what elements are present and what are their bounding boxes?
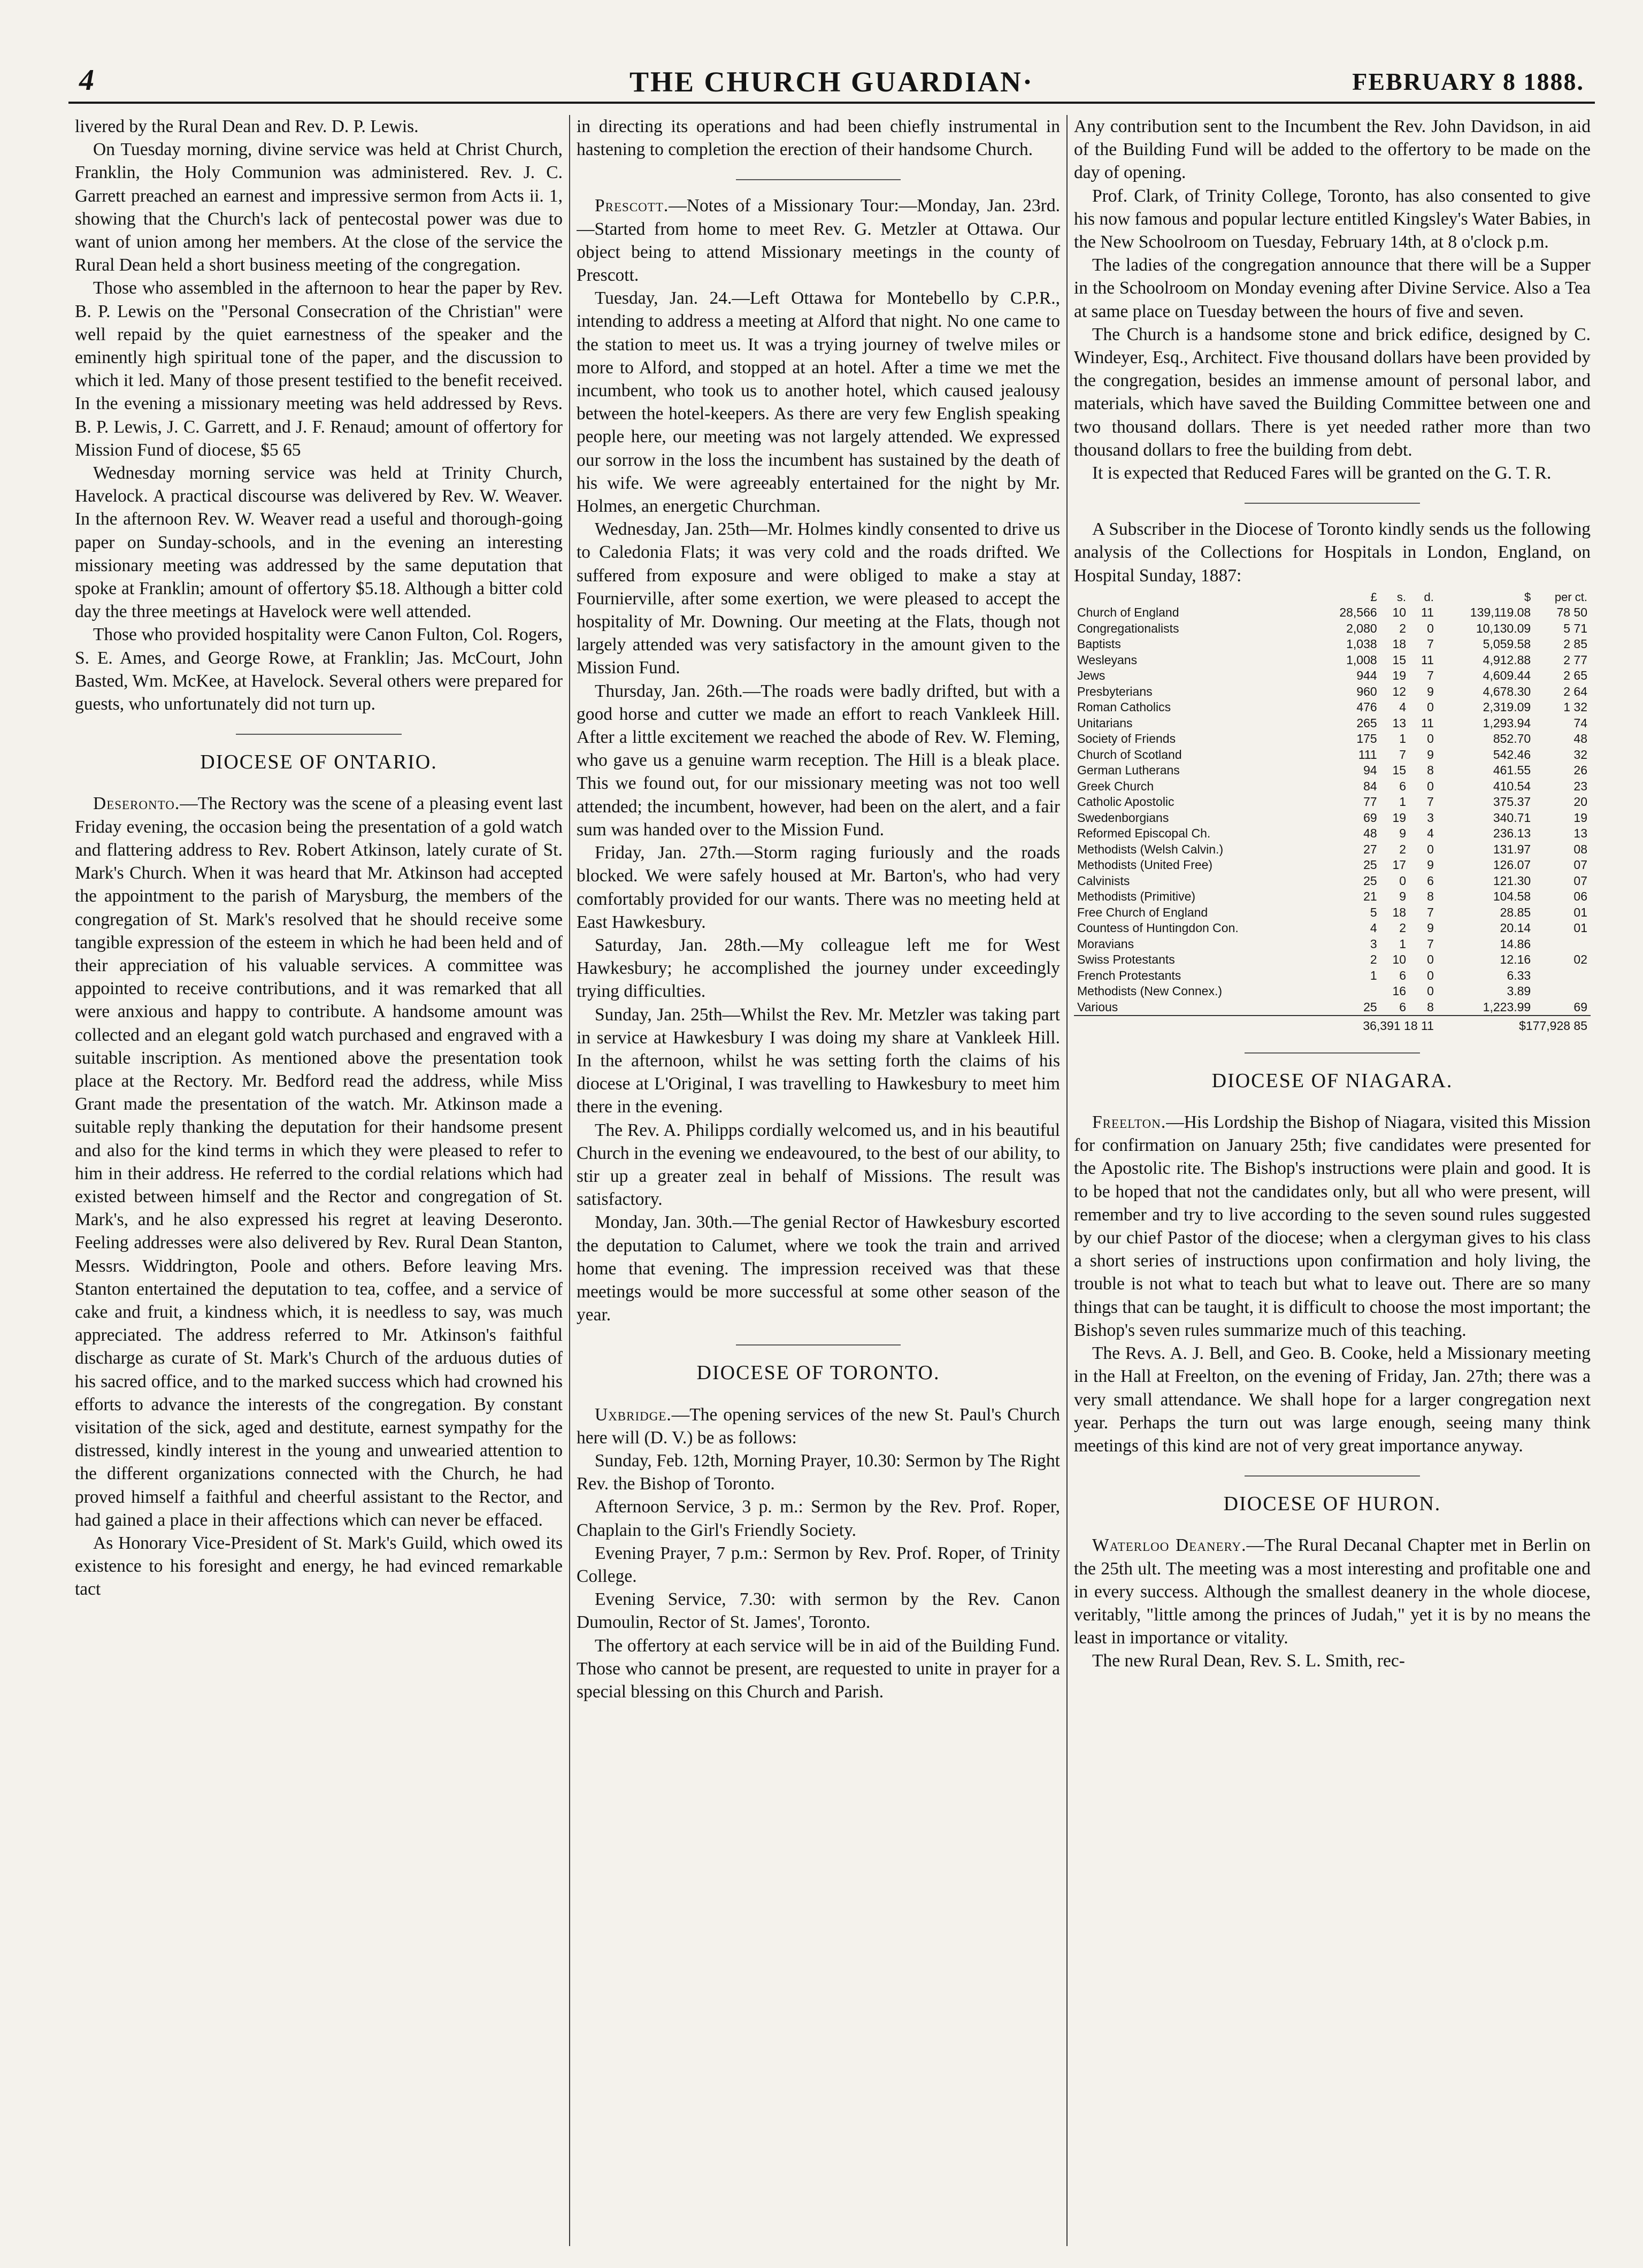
table-cell: 9 <box>1427 858 1434 872</box>
denomination-cell: Countess of Huntingdon Con. <box>1077 921 1239 935</box>
table-cell: 10,130.09 <box>1476 621 1531 635</box>
table-cell: 1,223.99 <box>1483 1000 1531 1014</box>
paragraph-text: —Notes of a Missionary Tour:—Monday, Jan. 23rd.—Started from home to meet Rev. G. Metzler at Ottawa. Our object being to attend Missionary meetings in the county of Prescott. <box>577 196 1060 286</box>
table-cell: 84 <box>1363 779 1377 793</box>
table-cell: 111 <box>1358 747 1377 762</box>
table-cell: 2 <box>1370 952 1377 967</box>
table-row <box>1074 810 1591 826</box>
table-cell: 2 77 <box>1563 652 1587 667</box>
section-separator <box>1245 503 1420 504</box>
table-row <box>1074 905 1591 921</box>
article-paragraph: Those who assembled in the afternoon to hear the paper by Rev. B. P. Lewis on the "Personal Consecration of the Christian" were well repaid by the quiet earnestness of the speaker and the eminently high spiritual tone of the paper, and the discussion to which it led. Many of those present testified to the benefit received. In the evening a missionary meeting was held addressed by Revs. B. P. Lewis, J. C. Garrett, and J. F. Renaud; amount of offertory for Mission Fund of diocese, $5 65 <box>75 278 563 460</box>
column-3 <box>1074 115 1591 2246</box>
column-rule <box>569 115 570 2246</box>
table-row <box>1074 716 1591 732</box>
denomination-cell: Baptists <box>1077 637 1121 651</box>
article-paragraph: Afternoon Service, 3 p. m.: Sermon by the Rev. Prof. Roper, Chaplain to the Girl's Friendly Society. <box>577 1497 1060 1540</box>
table-cell: 139,119.08 <box>1470 605 1531 620</box>
article-paragraph: The new Rural Dean, Rev. S. L. Smith, rec- <box>1092 1651 1405 1671</box>
table-cell: 10 <box>1392 605 1407 620</box>
dateline: Prescott. <box>595 196 669 216</box>
table-row <box>1074 983 1591 1000</box>
article-paragraph: The Revs. A. J. Bell, and Geo. B. Cooke, held a Missionary meeting in the Hall at Freelton, on the evening of Friday, Jan. 27th; there was a very small attendance. We shall hope for a larger congregation next year. Perhaps the turn out was large enough, seeing many think meetings of this kind are not of very great importance anyway. <box>1074 1343 1591 1456</box>
table-cell: 0 <box>1427 952 1434 967</box>
denomination-cell: Church of Scotland <box>1077 747 1182 762</box>
table-cell: 94 <box>1363 763 1377 778</box>
dateline: Waterloo Deanery. <box>1092 1535 1247 1556</box>
article-paragraph: Sunday, Jan. 25th—Whilst the Rev. Mr. Metzler was taking part in service at Hawkesbury I was doing my share at Vankleek Hill. In the afternoon, whilst he was setting forth the claims of his diocese at L'Original, I was travelling to Hawkesbury to meet him there in the evening. <box>577 1004 1060 1117</box>
denomination-cell: Methodists (New Connex.) <box>1077 984 1222 998</box>
table-cell: 7 <box>1427 936 1434 951</box>
table-cell: 69 <box>1363 810 1377 825</box>
table-cell: 9 <box>1427 921 1434 935</box>
table-cell: 77 <box>1363 795 1377 809</box>
table-cell: 4 <box>1370 921 1377 935</box>
table-row <box>1074 826 1591 842</box>
article-paragraph: Those who provided hospitality were Canon Fulton, Col. Rogers, S. E. Ames, and George Rowe, at Franklin; Jas. McCourt, John Basted, Wm. McKee, at Havelock. Several others were prepared for guests, who unfortunately did not turn up. <box>75 625 563 714</box>
table-cell: 0 <box>1427 968 1434 982</box>
newspaper-title: THE CHURCH GUARDIAN· <box>629 66 1034 98</box>
denomination-cell: Methodists (Primitive) <box>1077 889 1196 904</box>
article-paragraph: On Tuesday morning, divine service was held at Christ Church, Franklin, the Holy Communion was administered. Rev. J. C. Garrett preached an earnest and impressive sermon from Acts ii. 1, showing that the Church's lack of pentecostal power was due to want of union among her members. At the close of the service the Rural Dean held a short business meeting of the congregation. <box>75 140 563 275</box>
article-paragraph <box>577 194 1060 287</box>
article-paragraph: A Subscriber in the Diocese of Toronto kindly sends us the following analysis of the Collections for Hospitals in London, England, on Hospital Sunday, 1887: <box>1074 519 1591 586</box>
table-cell: 15 <box>1392 763 1407 778</box>
table-cell: 7 <box>1427 668 1434 683</box>
table-row <box>1074 952 1591 968</box>
table-header-cell: d. <box>1424 590 1434 604</box>
table-cell: 2 <box>1399 921 1407 935</box>
table-cell: 8 <box>1427 763 1434 778</box>
table-header-row <box>1074 589 1591 605</box>
table-row <box>1074 779 1591 795</box>
table-row <box>1074 1000 1591 1016</box>
article-paragraph: Saturday, Jan. 28th.—My colleague left me for West Hawkesbury; he accomplished the journey under exceedingly trying difficulties. <box>577 935 1060 1002</box>
denomination-cell: Reformed Episcopal Ch. <box>1077 826 1211 841</box>
article-paragraph: livered by the Rural Dean and Rev. D. P. Lewis. <box>75 117 419 136</box>
table-cell: 0 <box>1399 873 1407 888</box>
table-cell: 4,678.30 <box>1483 684 1531 698</box>
denomination-cell: Wesleyans <box>1077 652 1138 667</box>
table-cell: 7 <box>1427 795 1434 809</box>
table-cell: 9 <box>1427 747 1434 762</box>
table-cell: 131.97 <box>1493 842 1531 856</box>
article-paragraph <box>577 1403 1060 1449</box>
table-cell: 852.70 <box>1493 732 1531 746</box>
table-cell: 9 <box>1399 889 1407 904</box>
column-rule <box>1066 115 1068 2246</box>
article-paragraph: Wednesday morning service was held at Trinity Church, Havelock. A practical discourse was delivered by Rev. W. Weaver. In the afternoon Rev. W. Weaver read a useful and thorough-going paper on Sunday-schools, and in the evening an interesting missionary meeting was addressed by the same deputation that spoke at Franklin; amount of offertory $5.18. Although a bitter cold day the three meetings at Havelock were well attended. <box>75 463 563 622</box>
table-cell: 476 <box>1356 700 1377 714</box>
table-row <box>1074 605 1591 621</box>
table-cell: 19 <box>1392 668 1407 683</box>
table-cell: 74 <box>1573 716 1587 730</box>
table-cell <box>1534 936 1591 952</box>
table-cell: 2,319.09 <box>1483 700 1531 714</box>
table-cell: 25 <box>1363 1000 1377 1014</box>
table-cell: 06 <box>1573 889 1587 904</box>
table-row <box>1074 968 1591 984</box>
denomination-cell: Swedenborgians <box>1077 810 1169 825</box>
table-cell: 11 <box>1421 716 1434 730</box>
table-cell: 0 <box>1427 621 1434 635</box>
table-row <box>1074 936 1591 952</box>
table-row <box>1074 652 1591 668</box>
article-paragraph <box>75 792 563 1532</box>
table-cell <box>1534 968 1591 984</box>
table-row <box>1074 684 1591 700</box>
table-cell: 340.71 <box>1493 810 1531 825</box>
table-cell: 8 <box>1427 889 1434 904</box>
table-cell: 4,912.88 <box>1483 652 1531 667</box>
table-cell: 0 <box>1427 779 1434 793</box>
table-cell: 6.33 <box>1507 968 1531 982</box>
table-cell: 6 <box>1399 968 1407 982</box>
table-cell: 3.89 <box>1507 984 1531 998</box>
table-cell: 236.13 <box>1493 826 1531 841</box>
table-row <box>1074 763 1591 779</box>
table-cell: 0 <box>1427 700 1434 714</box>
section-separator <box>1245 1475 1420 1477</box>
table-row <box>1074 699 1591 716</box>
table-cell: 2 65 <box>1563 668 1587 683</box>
section-heading-ontario: DIOCESE OF ONTARIO. <box>200 751 437 774</box>
table-cell: 121.30 <box>1493 873 1531 888</box>
table-cell: 2 64 <box>1563 684 1587 698</box>
denomination-cell: Free Church of England <box>1077 905 1208 919</box>
table-cell: 5 <box>1370 905 1377 919</box>
table-header-cell: £ <box>1370 590 1377 604</box>
table-row <box>1074 889 1591 905</box>
table-cell: 2 <box>1399 842 1407 856</box>
denomination-cell: Presbyterians <box>1077 684 1153 698</box>
issue-date: FEBRUARY 8 1888. <box>1352 68 1584 95</box>
table-row <box>1074 873 1591 889</box>
table-cell: 126.07 <box>1493 858 1531 872</box>
table-cell: 19 <box>1573 810 1587 825</box>
denomination-cell: Catholic Apostolic <box>1077 795 1174 809</box>
table-row <box>1074 842 1591 858</box>
denomination-cell: Methodists (United Free) <box>1077 858 1213 872</box>
total-pounds: 36,391 18 11 <box>1317 1016 1437 1034</box>
dateline: Uxbridge. <box>595 1404 672 1425</box>
table-cell: 25 <box>1363 858 1377 872</box>
table-cell: 9 <box>1427 684 1434 698</box>
table-cell: 0 <box>1427 732 1434 746</box>
table-cell: 13 <box>1573 826 1587 841</box>
denomination-cell: Unitarians <box>1077 716 1133 730</box>
denomination-cell: Greek Church <box>1077 779 1154 793</box>
table-total-row <box>1074 1016 1591 1034</box>
table-cell: 20 <box>1573 795 1587 809</box>
table-header-cell: s. <box>1396 590 1407 604</box>
masthead <box>68 53 1595 104</box>
table-cell: 25 <box>1363 873 1377 888</box>
table-cell: 542.46 <box>1493 747 1531 762</box>
table-cell: 78 50 <box>1556 605 1587 620</box>
table-cell: 7 <box>1427 637 1434 651</box>
denomination-cell: Calvinists <box>1077 873 1130 888</box>
section-heading-huron: DIOCESE OF HURON. <box>1223 1493 1441 1516</box>
table-cell: 6 <box>1399 1000 1407 1014</box>
denomination-cell: Roman Catholics <box>1077 700 1171 714</box>
table-header-cell: $ <box>1524 590 1531 604</box>
table-cell: 104.58 <box>1493 889 1531 904</box>
article-paragraph: Wednesday, Jan. 25th—Mr. Holmes kindly consented to drive us to Caledonia Flats; it was very cold and the roads drifted. We suffered from exposure and were obliged to make a stay at Fournierville, after some exertion, we were pleased to accept the hospitality of Mr. Downing. Our meeting at the Flats, though not largely attended was very satisfactory in the amount given to the Mission Fund. <box>577 519 1060 678</box>
table-cell <box>1074 1016 1317 1034</box>
table-cell: 7 <box>1399 747 1407 762</box>
table-cell: 4 <box>1427 826 1434 841</box>
dateline: Deseronto. <box>93 794 180 814</box>
table-cell: 4 <box>1399 700 1407 714</box>
article-paragraph: The offertory at each service will be in aid of the Building Fund. Those who cannot be present, are requested to unite in prayer for a special blessing on this Church and Parish. <box>577 1635 1060 1702</box>
page-number: 4 <box>79 64 94 97</box>
denomination-cell: Methodists (Welsh Calvin.) <box>1077 842 1224 856</box>
table-body <box>1074 605 1591 1016</box>
table-cell <box>1534 983 1591 1000</box>
article-paragraph: Tuesday, Jan. 24.—Left Ottawa for Montebello by C.P.R., intending to address a meeting at Alford that night. No one came to the station to meet us. It was a trying journey of twelve miles or more to Alford, and stopped at an hotel. After a time we met the incumbent, who took us to another hotel, which caused jealousy between the hotel-keepers. As there are very few English speaking people here, our meeting was not largely attended. We expressed our sorrow in the loss the incumbent has sustained by the death of his wife. We were agreeably entertained for the night by Mr. Holmes, an energetic Churchman. <box>577 288 1060 517</box>
article-paragraph: Evening Prayer, 7 p.m.: Sermon by Rev. Prof. Roper, of Trinity College. <box>577 1543 1060 1586</box>
table-cell: 20.14 <box>1500 921 1531 935</box>
table-cell: 2 <box>1399 621 1407 635</box>
table-cell: 16 <box>1392 984 1407 998</box>
table-cell: 6 <box>1399 779 1407 793</box>
table-cell: 175 <box>1356 732 1377 746</box>
table-cell: 23 <box>1573 779 1587 793</box>
table-row <box>1074 920 1591 936</box>
denomination-cell: French Protestants <box>1077 968 1181 982</box>
denomination-cell: Swiss Protestants <box>1077 952 1175 967</box>
table-cell: 01 <box>1573 905 1587 919</box>
dateline: Freelton. <box>1092 1112 1166 1133</box>
table-cell: 48 <box>1363 826 1377 841</box>
table-cell: 1,293.94 <box>1483 716 1531 730</box>
article-paragraph: The ladies of the congregation announce that there will be a Supper in the Schoolroom on Monday evening after Divine Service. Also a Tea at same place on Tuesday between the hours of five and seven. <box>1074 255 1591 321</box>
table-cell: 17 <box>1392 858 1407 872</box>
table-cell: 21 <box>1363 889 1377 904</box>
table-cell: 07 <box>1573 873 1587 888</box>
article-paragraph: Evening Service, 7.30: with sermon by the Rev. Canon Dumoulin, Rector of St. James', Toronto. <box>577 1589 1060 1633</box>
section-separator <box>736 179 900 180</box>
article-paragraph <box>1074 1534 1591 1649</box>
table-header-cell: per ct. <box>1554 590 1587 604</box>
article-paragraph <box>1074 1111 1591 1342</box>
table-cell: 1 <box>1399 795 1407 809</box>
denomination-cell: Various <box>1077 1000 1118 1014</box>
article-paragraph: It is expected that Reduced Fares will be granted on the G. T. R. <box>1092 463 1552 483</box>
article-paragraph: in directing its operations and had been chiefly instrumental in hastening to completion the erection of their handsome Church. <box>577 117 1060 160</box>
table-cell: 1 <box>1399 732 1407 746</box>
table-cell: 27 <box>1363 842 1377 856</box>
paragraph-text: —The Rural Decanal Chapter met in Berlin on the 25th ult. The meeting was a most interesting and profitable one and in every success. Although the smallest deanery in the whole diocese, veritably, "little among the princes of Judah," yet it is by no means the least in importance or vitality. <box>1074 1535 1591 1648</box>
table-cell: 2,080 <box>1346 621 1377 635</box>
table-cell: 48 <box>1573 732 1587 746</box>
table-cell: 18 <box>1392 637 1407 651</box>
denomination-cell: Jews <box>1077 668 1105 683</box>
section-separator <box>236 734 402 735</box>
table-cell: 28.85 <box>1500 905 1531 919</box>
table-cell: 08 <box>1573 842 1587 856</box>
section-separator <box>1245 1052 1420 1054</box>
table-cell: 3 <box>1427 810 1434 825</box>
table-row <box>1074 747 1591 763</box>
table-cell: 4,609.44 <box>1483 668 1531 683</box>
table-cell: 19 <box>1392 810 1407 825</box>
table-cell: 01 <box>1573 921 1587 935</box>
table-cell: 14.86 <box>1500 936 1531 951</box>
paragraph-text: —The opening services of the new St. Paul's Church here will (D. V.) be as follows: <box>577 1404 1060 1448</box>
table-cell: 9 <box>1399 826 1407 841</box>
article-paragraph: As Honorary Vice-President of St. Mark's Guild, which owed its existence to his foresight and energy, he had evinced remarkable tact <box>75 1533 563 1600</box>
table-header-cell <box>1074 589 1317 605</box>
article-paragraph: Prof. Clark, of Trinity College, Toronto, has also consented to give his now famous and popular lecture entitled Kingsley's Water Babies, in the New Schoolroom on Tuesday, February 14th, at 8 o'clock p.m. <box>1074 186 1591 252</box>
table-cell: 10 <box>1392 952 1407 967</box>
table-cell: 375.37 <box>1493 795 1531 809</box>
denomination-cell: Moravians <box>1077 936 1134 951</box>
table-cell: 13 <box>1392 716 1407 730</box>
table-cell: 0 <box>1427 842 1434 856</box>
table-cell: 2 85 <box>1563 637 1587 651</box>
table-cell: 15 <box>1392 652 1407 667</box>
section-separator <box>736 1344 900 1346</box>
article-paragraph: Any contribution sent to the Incumbent the Rev. John Davidson, in aid of the Building Fund will be added to the offertory to be made on the day of opening. <box>1074 117 1591 183</box>
column-1 <box>75 115 563 2246</box>
table-cell: 32 <box>1573 747 1587 762</box>
table-cell: 1 32 <box>1563 700 1587 714</box>
table-cell: 944 <box>1356 668 1377 683</box>
table-cell: 8 <box>1427 1000 1434 1014</box>
table-cell: 5,059.58 <box>1483 637 1531 651</box>
table-cell: 1,038 <box>1346 637 1377 651</box>
total-dollars: $177,928 85 <box>1437 1016 1591 1034</box>
table-cell: 1 <box>1370 968 1377 982</box>
table-cell: 18 <box>1392 905 1407 919</box>
table-cell: 6 <box>1427 873 1434 888</box>
denomination-cell: Society of Friends <box>1077 732 1176 746</box>
table-cell: 11 <box>1421 605 1434 620</box>
column-2 <box>577 115 1060 2246</box>
table-row <box>1074 636 1591 652</box>
table-row <box>1074 857 1591 873</box>
table-cell: 28,566 <box>1339 605 1377 620</box>
denomination-cell: German Lutherans <box>1077 763 1180 778</box>
table-cell: 5 71 <box>1563 621 1587 635</box>
denomination-cell: Church of England <box>1077 605 1179 620</box>
table-cell <box>1317 983 1380 1000</box>
table-cell: 07 <box>1573 858 1587 872</box>
table-cell: 26 <box>1573 763 1587 778</box>
table-cell: 12 <box>1392 684 1407 698</box>
section-heading-niagara: DIOCESE OF NIAGARA. <box>1211 1069 1453 1092</box>
article-paragraph: The Rev. A. Philipps cordially welcomed us, and in his beautiful Church in the evening we endeavoured, to the best of our ability, to stir up a greater zeal in behalf of Missions. The result was satisfactory. <box>577 1120 1060 1210</box>
table-cell: 11 <box>1421 652 1434 667</box>
paragraph-text: —The Rectory was the scene of a pleasing event last Friday evening, the occasion being the presentation of a gold watch and flattering address to Rev. Robert Atkinson, lately curate of St. Mark's Church. When it was heard that Mr. Atkinson had accepted the appointment to the parish of Marysburg, the members of the congregation of St. Mark's resolved that he should receive some tangible expression of the esteem in which he had been held and of their appreciation of his valuable services. A committee was appointed to receive contributions, and it was remarked that all were anxious and happy to contribute. A handsome amount was collected and an elegant gold watch purchased and engraved with a suitable inscription. As mentioned above the presentation took place at the Rectory. Mr. Bedford read the address, while Miss Grant made the presentation of the watch. Mr. Atkinson made a suitable reply thanking the deputation for their handsome present and also for the kind terms in which they were pleased to refer to him in their address. He referred to the cordial relations which had existed between himself and the Rector and congregation of St. Mark's, and he also expressed his regret at leaving Deseronto. Feeling addresses were also delivered by Rev. Rural Dean Stanton, Messrs. Widdrington, Poole and others. Before leaving Mrs. Stanton entertained the deputation to tea, coffee, and a service of cake and fruit, a kindness which, it is needless to say, was much appreciated. The address referred to Mr. Atkinson's faithful discharge as curate of St. Mark's Church of the arduous duties of his sacred office, and to the marked success which had crowned his efforts to advance the interests of the congregation. By constant visitation of the sick, aged and destitute, earnest sympathy for the distressed, kindly interest in the young and unwearied attention to the different organizations connected with the Church, he had proved himself a faithful and cheerful assistant to the Rector, and had gained a place in their affections which can never be effaced. <box>75 794 563 1530</box>
table-cell: 12.16 <box>1500 952 1531 967</box>
table-row <box>1074 794 1591 810</box>
table-row <box>1074 731 1591 747</box>
table-cell: 7 <box>1427 905 1434 919</box>
table-cell: 3 <box>1370 936 1377 951</box>
section-heading-toronto: DIOCESE OF TORONTO. <box>696 1362 940 1385</box>
table-cell: 0 <box>1427 984 1434 998</box>
table-cell: 960 <box>1356 684 1377 698</box>
article-paragraph: Sunday, Feb. 12th, Morning Prayer, 10.30: Sermon by The Right Rev. the Bishop of Toronto. <box>577 1450 1060 1494</box>
table-cell: 265 <box>1356 716 1377 730</box>
article-paragraph: Thursday, Jan. 26th.—The roads were badly drifted, but with a good horse and cutter we made an effort to reach Vankleek Hill. After a little excitement we reached the abode of Rev. W. Fleming, who gave us a genuine warm reception. The Hill is a bleak place. This we found out, for our missionary meeting was not too well attended; the incumbent, however, had been on the alert, and a fair sum was handed over to the Mission Fund. <box>577 681 1060 840</box>
table-row <box>1074 621 1591 637</box>
table-cell: 410.54 <box>1493 779 1531 793</box>
table-cell: 1,008 <box>1346 652 1377 667</box>
table-cell: 1 <box>1399 936 1407 951</box>
denomination-cell: Congregationalists <box>1077 621 1179 635</box>
table-cell: 02 <box>1573 952 1587 967</box>
article-paragraph: The Church is a handsome stone and brick edifice, designed by C. Windeyer, Esq., Architect. Five thousand dollars have been provided by the congregation, besides an immense amount of personal labor, and materials, which have saved the Building Committee between one and two thousand dollars. There is yet needed rather more than two thousand dollars to free the building from debt. <box>1074 324 1591 460</box>
table-cell: 69 <box>1573 1000 1587 1014</box>
paragraph-text: —His Lordship the Bishop of Niagara, visited this Mission for confirmation on January 25th; five candidates were presented for the Apostolic rite. The Bishop's instructions were plain and good. It is to be hoped that not the candidates only, but all who were present, will remember and try to live according to the seven sound rules suggested by our chief Pastor of the diocese; when a clergyman gives to his class a short series of instructions upon confirmation and holy living, the trouble is not what to teach but what to leave out. There are so many things that can be taught, it is difficult to choose the most important; the Bishop's seven rules summarize much of this teaching. <box>1074 1112 1591 1340</box>
article-paragraph: Monday, Jan. 30th.—The genial Rector of Hawkesbury escorted the deputation to Calumet, where we took the train and arrived home that evening. The impression received was that these meetings would be more successful at some other season of the year. <box>577 1212 1060 1325</box>
hospital-collections-table <box>1074 589 1591 1034</box>
table-cell: 461.55 <box>1493 763 1531 778</box>
table-row <box>1074 668 1591 684</box>
article-paragraph: Friday, Jan. 27th.—Storm raging furiously and the roads blocked. We were safely housed at Mr. Barton's, who had very comfortably provided for our wants. There was no meeting held at East Hawkesbury. <box>577 843 1060 932</box>
